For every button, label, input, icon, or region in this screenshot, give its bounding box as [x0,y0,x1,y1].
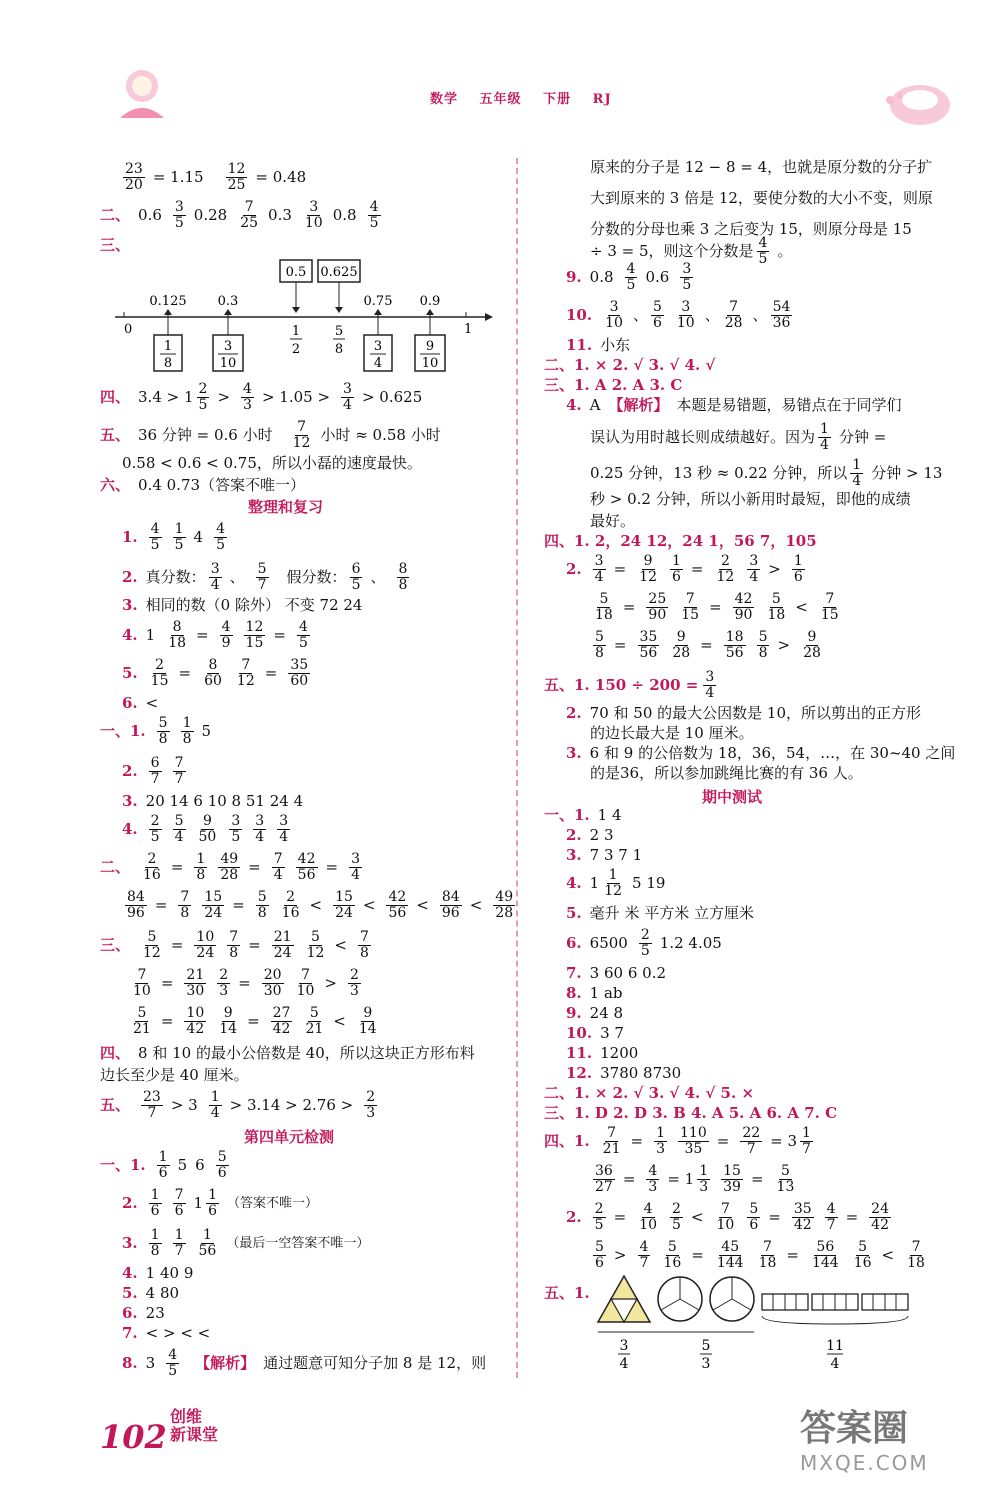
answer-row: 2. $\frac{2}{5}$ = $\frac{4}{10}$ $\frac{2}{5}$ < $\frac{7}{10}$ $\frac{5}{6}$ = $\frac{35}{42}$ $\frac{4}{7}$ = $\frac{24}{42}$ [566,1201,889,1233]
answer-row: $\frac{5}{6}$ > $\frac{4}{7}$ $\frac{5}{16}$ = $\frac{45}{144}$ $\frac{7}{18}$ = $\frac{56}{144}$ $\frac{5}{16}$ < $\frac{7}{18}$ [595,1239,925,1271]
number-line-diagram [100,255,500,375]
answer-text: > 3.14 > 2.76 > [229,1095,354,1114]
section-marker: 五、 [100,425,131,444]
section-marker: 三、 [100,236,131,254]
analysis-tag: 【解析】 [608,396,669,414]
answer-row: 3. 6 和 9 的公倍数为 18，36，54，…，在 30~40 之间 [566,744,956,762]
answer-row: 5. 毫升 米 平方米 立方厘米 [566,904,754,922]
answer-text: 36 分钟 = 0.6 小时 [138,425,273,444]
answer-text: 20 14 6 10 8 51 24 4 [145,792,304,810]
fraction: $\frac{23}{20}$ [125,161,143,193]
svg-text:8: 8 [334,342,344,357]
answer-row: 6. < [122,694,159,712]
tick-label: 0.3 [217,294,239,309]
answer-row: 一、1. $\frac{1}{6}$ 5 6 $\frac{5}{6}$ [100,1149,227,1181]
answer-text: 7 3 7 1 [589,846,643,864]
answer-row [544,358,723,373]
answer-text: 1200 [600,1044,639,1062]
svg-text:8: 8 [163,356,173,371]
tick-label: 0.9 [419,294,441,309]
answer-text: 秒 > 0.2 分钟，所以小新用时最短，即他的成绩 [590,490,911,508]
answer-text: 毫升 米 平方米 立方厘米 [589,904,754,922]
answer-text: 3 7 [600,1024,624,1042]
answer-row: 5. $\frac{2}{15}$ = $\frac{8}{60}$ $\frac{7}{12}$ = $\frac{35}{60}$ [122,657,309,689]
answer-text: = 1.15 [152,167,204,186]
answer-row: 四、1. $\frac{7}{21}$ = $\frac{1}{3}$ $\frac{110}{35}$ = $\frac{22}{7}$ = 3 $\frac{1}{7}$ [544,1125,811,1157]
answer-row: 10. $\frac{3}{10}$ 、 $\frac{5}{6}$ $\frac{3}{10}$ 、 $\frac{7}{28}$ 、 $\frac{54}{36}$ [566,299,791,331]
answer-text: 1 ab [589,984,623,1002]
paragraph-line: 原来的分子是 12 − 8 = 4，也就是原分数的分子扩 [590,158,933,176]
answer-row: 一、1. 1 4 [544,806,622,824]
answer-row: 4. $\frac{2}{5}$ $\frac{5}{4}$ $\frac{9}{50}$ $\frac{3}{5}$ $\frac{3}{4}$ $\frac{3}{4}$ [122,813,289,845]
answer-row: 7. 3 60 6 0.2 [566,964,667,982]
paragraph-line: 大到原来的 3 倍是 12，要使分数的大小不变，则原 [590,189,933,207]
answer-text: 小东 [600,336,631,354]
answer-row: 2. $\frac{3}{4}$ = $\frac{9}{12}$ $\frac{1}{6}$ = $\frac{2}{12}$ $\frac{3}{4}$ > $\frac{1}{6}$ [566,553,803,585]
svg-text:4: 4 [373,356,383,371]
answer-row: 6. 23 [122,1304,165,1322]
answer-text: 三、1. D 2. D 3. B 4. A 5. A 6. A 7. C [544,1104,838,1122]
answer-text: 70 和 50 的最大公因数是 10，所以剪出的正方形 [589,704,922,722]
answer-row: 11. 1200 [566,1044,639,1062]
answer-row: 五、1. 150 ÷ 200 = $\frac{3}{4}$ [544,669,715,701]
answer-text: 0.25 分钟，13 秒 ≈ 0.22 分钟，所以 [590,463,848,482]
answer-text: 5 19 [632,873,666,892]
svg-text:3: 3 [701,1356,711,1372]
svg-text:5: 5 [334,324,344,339]
answer-row: 二、 $\frac{2}{16}$ = $\frac{1}{8}$ $\frac{49}{28}$ = $\frac{7}{4}$ $\frac{42}{56}$ = $\frac{3}{4}$ [100,851,360,883]
answer-text: 的边长最大是 10 厘米。 [590,724,754,742]
answer-row: ÷ 3 = 5，则这个分数是 $\frac{4}{5}$ 。 [590,235,793,267]
answer-text: 1 40 9 [145,1264,194,1282]
answer-row [544,1106,845,1121]
answer-row [544,378,690,393]
paragraph [590,152,933,245]
answer-text: > 1.05 > [261,387,331,406]
answer-text: 误认为用时越长则成绩越好。因为 [590,427,816,446]
answer-row: 误认为用时越长则成绩越好。因为 $\frac{1}{4}$ 分钟 = [590,421,887,453]
header-volume: 下册 [543,92,572,107]
answer-row: 7. < > < < [122,1324,211,1342]
svg-text:9: 9 [425,339,435,354]
fraction-shapes-diagram [594,1272,924,1372]
box-label: 0.625 [320,265,358,280]
answer-row: 0.25 分钟，13 秒 ≈ 0.22 分钟，所以 $\frac{1}{4}$ 分钟 > 13 [590,457,943,489]
girl-illustration-icon [100,58,170,128]
answer-row [544,1286,598,1301]
answer-note: （答案不唯一） [226,1195,318,1211]
answer-row: 2. 2 3 [566,826,614,844]
answer-row: 4. 1 $\frac{8}{18}$ = $\frac{4}{9}$ $\frac{12}{15}$ = $\frac{4}{5}$ [122,619,308,651]
answer-row: 10. 3 7 [566,1024,624,1042]
answer-text: 小时 ≈ 0.58 小时 [320,425,441,444]
answer-row: 5. 4 80 [122,1284,180,1302]
answer-text: 3780 8730 [600,1064,682,1082]
answer-text: 真分数： [145,567,206,586]
svg-text:4: 4 [619,1356,629,1372]
svg-text:3: 3 [223,339,233,354]
answer-text: 相同的数（0 除外） 不变 72 24 [145,596,363,614]
answer-row: 4. 1 $\frac{1}{12}$ 5 19 [566,867,666,899]
answer-row: 8. 3 $\frac{4}{5}$ 【解析】 通过题意可知分子加 8 是 12，则 [122,1347,487,1379]
box-label: 0.5 [285,265,307,280]
answer-row: 9. 24 8 [566,1004,624,1022]
answer-row: 8. 1 ab [566,984,623,1002]
fraction: $\frac{12}{25}$ [227,161,246,193]
answer-row: 12. 3780 8730 [566,1064,682,1082]
watermark: 答案圈 MXQE.COM [800,1408,929,1475]
svg-text:10: 10 [219,356,237,371]
answer-text: 24 8 [589,1004,624,1022]
page-header [430,88,628,107]
answer-row: $\frac{36}{27}$ = $\frac{4}{3}$ = 1 $\frac{1}{3}$ $\frac{15}{39}$ = $\frac{5}{13}$ [595,1163,795,1195]
header-subject: 数学 [430,92,459,107]
answer-text: 23 [145,1304,165,1322]
svg-text:3: 3 [373,339,383,354]
answer-text: 4 80 [145,1284,180,1302]
answer-row: 一、1. $\frac{5}{8}$ $\frac{1}{8}$ 5 [100,715,212,747]
answer-text: < > < < [145,1324,211,1342]
answer-text: 边长至少是 40 厘米。 [100,1066,249,1084]
answer-row: $\frac{5}{21}$ = $\frac{10}{42}$ $\frac{9}{14}$ = $\frac{27}{42}$ $\frac{5}{21}$ < $\frac{9}{14}$ [133,1005,377,1037]
svg-text:5: 5 [701,1338,711,1354]
answer-row: 4. A 【解析】 本题是易错题，易错点在于同学们 [566,396,902,414]
tick-label: 0.75 [363,294,393,309]
answer-text: 1 4 [597,806,622,824]
fish-bowl-illustration-icon [880,70,960,130]
answer-row: $\frac{7}{10}$ = $\frac{21}{30}$ $\frac{2}{3}$ = $\frac{20}{30}$ $\frac{7}{10}$ > $\frac{2}{3}$ [133,967,359,999]
answer-text: 通过题意可知分子加 8 是 12，则 [263,1353,487,1372]
answer-text: 0.58 < 0.6 < 0.75，所以小磊的速度最快。 [122,454,422,472]
answer-row: 四、 8 和 10 的最小公倍数是 40，所以这块正方形布料 [100,1044,475,1062]
answer-text: 6500 [589,933,628,952]
answer-row [544,534,825,549]
answer-text: < [145,694,159,712]
answer-text: > 0.625 [361,387,423,406]
answer-row: $\frac{84}{96}$ = $\frac{7}{8}$ $\frac{15}{24}$ = $\frac{5}{8}$ $\frac{2}{16}$ < $\frac{15}{24}$ < $\frac{42}{56}$ < $\frac{84}{96}$ < $\frac{49}{28}$ [127,889,514,921]
answer-text: 本题是易错题，易错点在于同学们 [676,396,902,414]
header-edition: RJ [592,92,612,107]
answer-row: 二、 0.6 $\frac{3}{5}$ 0.28 $\frac{7}{25}$ 0.3 $\frac{3}{10}$ 0.8 $\frac{4}{5}$ [100,199,379,231]
answer-text: 8 和 10 的最小公倍数是 40，所以这块正方形布料 [138,1044,475,1062]
svg-text:10: 10 [421,356,439,371]
page-number: 102 [100,1418,167,1456]
answer-row: 三、 $\frac{5}{12}$ = $\frac{10}{24}$ $\frac{7}{8}$ = $\frac{21}{24}$ $\frac{5}{12}$ < $\frac{7}{8}$ [100,929,369,961]
answer-row: 2. $\frac{1}{6}$ $\frac{7}{6}$ 1 $\frac{1}{6}$ （答案不唯一） [122,1187,318,1219]
answer-row: 3. 相同的数（0 除外） 不变 72 24 [122,596,363,614]
header-grade: 五年级 [479,92,522,107]
answer-text: 二、1. × 2. √ 3. √ 4. √ 5. × [544,1084,755,1102]
answer-text: 三、1. A 2. A 3. C [544,376,683,394]
answer-row: $\frac{5}{8}$ = $\frac{35}{56}$ $\frac{9}{28}$ = $\frac{18}{56}$ $\frac{5}{8}$ > $\frac{9}{28}$ [595,629,821,661]
section-marker: 二、 [100,205,131,224]
answer-row [120,162,314,192]
answer-text: 2 3 [589,826,614,844]
answer-row: 9. 0.8 $\frac{4}{5}$ 0.6 $\frac{3}{5}$ [566,261,692,293]
tick-label: 0.125 [149,294,187,309]
answer-row [100,238,138,253]
answer-row [100,1068,257,1083]
answer-row: 6. 6500 $\frac{2}{5}$ 1.2 4.05 [566,927,722,959]
answer-row [544,1086,762,1101]
paragraph-line: 分数的分母也乘 3 之后变为 15，则原分母是 15 [590,220,912,238]
column-divider [516,158,518,1378]
svg-text:11: 11 [826,1338,844,1354]
tick-label: 1 [464,322,473,337]
answer-row [590,492,919,507]
analysis-tag: 【解析】 [195,1353,256,1372]
answer-row: 2. 70 和 50 的最大公因数是 10，所以剪出的正方形 [566,704,922,722]
section-title: 第四单元检测 [244,1128,335,1146]
answer-text: 四、1. 2，24 12，24 1，56 7，105 [544,532,817,550]
answer-row: 3. $\frac{1}{8}$ $\frac{1}{7}$ $\frac{1}{56}$ （最后一空答案不唯一） [122,1227,370,1259]
answer-row: 11. 小东 [566,336,631,354]
answer-text: > [217,387,231,406]
answer-text: 0.4 0.73（答案不唯一） [138,476,306,494]
answer-row: 五、 $\frac{23}{7}$ > 3 $\frac{1}{4}$ > 3.14 > 2.76 > $\frac{2}{3}$ [100,1089,376,1121]
svg-text:2: 2 [291,342,301,357]
answer-row: $\frac{5}{18}$ = $\frac{25}{90}$ $\frac{7}{15}$ = $\frac{42}{90}$ $\frac{5}{18}$ < $\frac{7}{15}$ [595,591,839,623]
svg-text:1: 1 [163,339,173,354]
answer-row [590,726,762,741]
svg-text:4: 4 [830,1356,840,1372]
answer-text: 3.4 > 1 [138,387,194,406]
answer-text: 最好。 [590,512,636,530]
answer-row [590,514,643,529]
answer-row: 2. 真分数： $\frac{3}{4}$ 、 $\frac{5}{7}$ 假分数： $\frac{6}{5}$ 、 $\frac{8}{8}$ [122,561,408,593]
answer-row: 五、 36 分钟 = 0.6 小时 $\frac{7}{12}$ 小时 ≈ 0.58 小时 [100,419,441,451]
answer-row: 3. 20 14 6 10 8 51 24 4 [122,792,304,810]
answer-text: 二、1. × 2. √ 3. √ 4. √ [544,356,716,374]
answer-row: 2. $\frac{6}{7}$ $\frac{7}{7}$ [122,755,184,787]
answer-row [590,766,871,781]
answer-row [122,456,430,471]
svg-text:1: 1 [291,324,301,339]
answer-row: 3. 7 3 7 1 [566,846,643,864]
answer-text: 3 60 6 0.2 [589,964,667,982]
section-marker: 六、 [100,476,131,494]
answer-text: 分钟 > 13 [871,463,943,482]
svg-text:3: 3 [619,1338,629,1354]
answer-text: 6 和 9 的公倍数为 18，36，54，…，在 30~40 之间 [589,744,956,762]
answer-text: 的是36，所以参加跳绳比赛的有 36 人。 [590,764,863,782]
answer-text: 分钟 = [838,427,887,446]
answer-row: 4. 1 40 9 [122,1264,194,1282]
answer-row: 1. $\frac{4}{5}$ $\frac{1}{5}$ 4 $\frac{4}{5}$ [122,521,225,553]
answer-text: = 0.48 [255,167,307,186]
section-title: 期中测试 [702,788,763,806]
answer-text: 五、1. 150 ÷ 200 = [544,675,699,694]
tick-label: 0 [124,322,133,337]
section-marker: 四、 [100,387,131,406]
section-title: 整理和复习 [248,498,324,516]
brand-logo: 创维 新课堂 [170,1407,219,1444]
answer-note: （最后一空答案不唯一） [226,1235,370,1251]
answer-row: 四、 3.4 > 1 $\frac{2}{5}$ > $\frac{4}{3}$ > 1.05 > $\frac{3}{4}$ > 0.625 [100,381,423,413]
answer-text: 假分数： [286,567,347,586]
answer-text: ÷ 3 = 5，则这个分数是 [590,241,754,260]
answer-text: 1.2 4.05 [659,933,722,952]
section-marker: 五、1. [544,1284,590,1302]
answer-row [100,478,313,493]
